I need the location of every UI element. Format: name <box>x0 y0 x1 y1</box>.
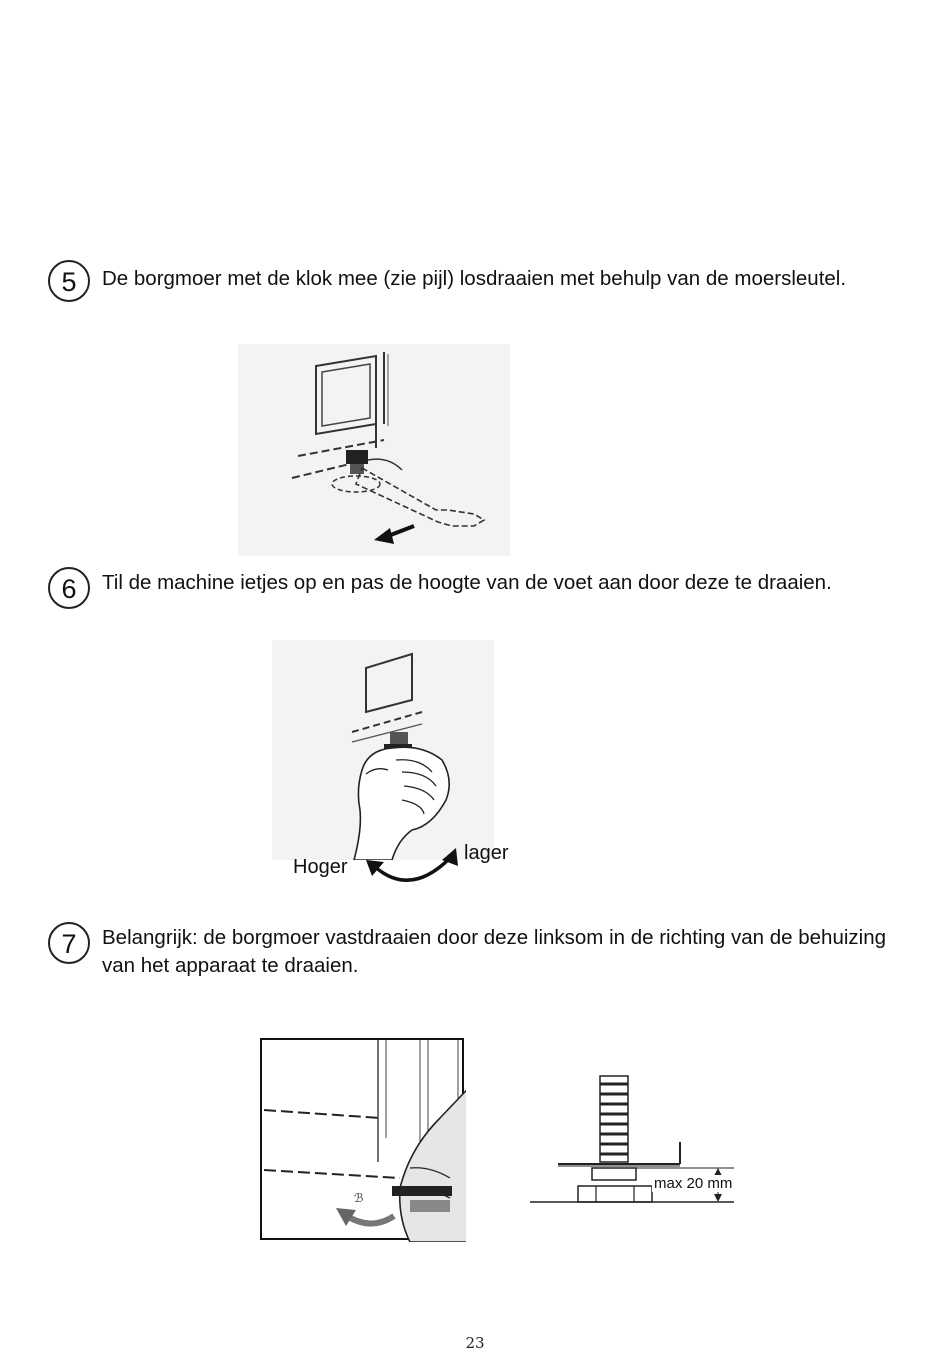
hand-turning-foot-icon <box>272 640 494 860</box>
curved-double-arrow-icon <box>360 836 470 892</box>
step-number-circle: 7 <box>48 922 90 964</box>
rotation-arrow <box>360 836 470 892</box>
wrench-illustration <box>238 344 510 556</box>
wrench-loosening-icon <box>238 344 510 556</box>
svg-text:ℬ: ℬ <box>354 1191 364 1205</box>
label-higher: Hoger <box>293 856 348 878</box>
step-instruction: Belangrijk: de borgmoer vastdraaien door deze linksom in de richting van de behuizing van het apparaat te draaien. <box>102 926 887 977</box>
step-number-circle: 5 <box>48 260 90 302</box>
step-number-circle: 6 <box>48 567 90 609</box>
tighten-nut-illustration <box>260 1038 466 1242</box>
step-instruction: De borgmoer met de klok mee (zie pijl) losdraaien met behulp van de moersleutel. <box>102 267 847 290</box>
label-lower: lager <box>464 842 509 864</box>
foot-adjust-illustration <box>272 640 494 860</box>
page-number: 23 <box>465 1334 485 1352</box>
max-height-label: max 20 mm <box>654 1175 733 1192</box>
hand-tightening-nut-icon <box>260 1038 466 1242</box>
step-instruction: Til de machine ietjes op en pas de hoogte van de voet aan door deze te draaien. <box>102 571 832 594</box>
foot-cross-section <box>530 1072 790 1208</box>
